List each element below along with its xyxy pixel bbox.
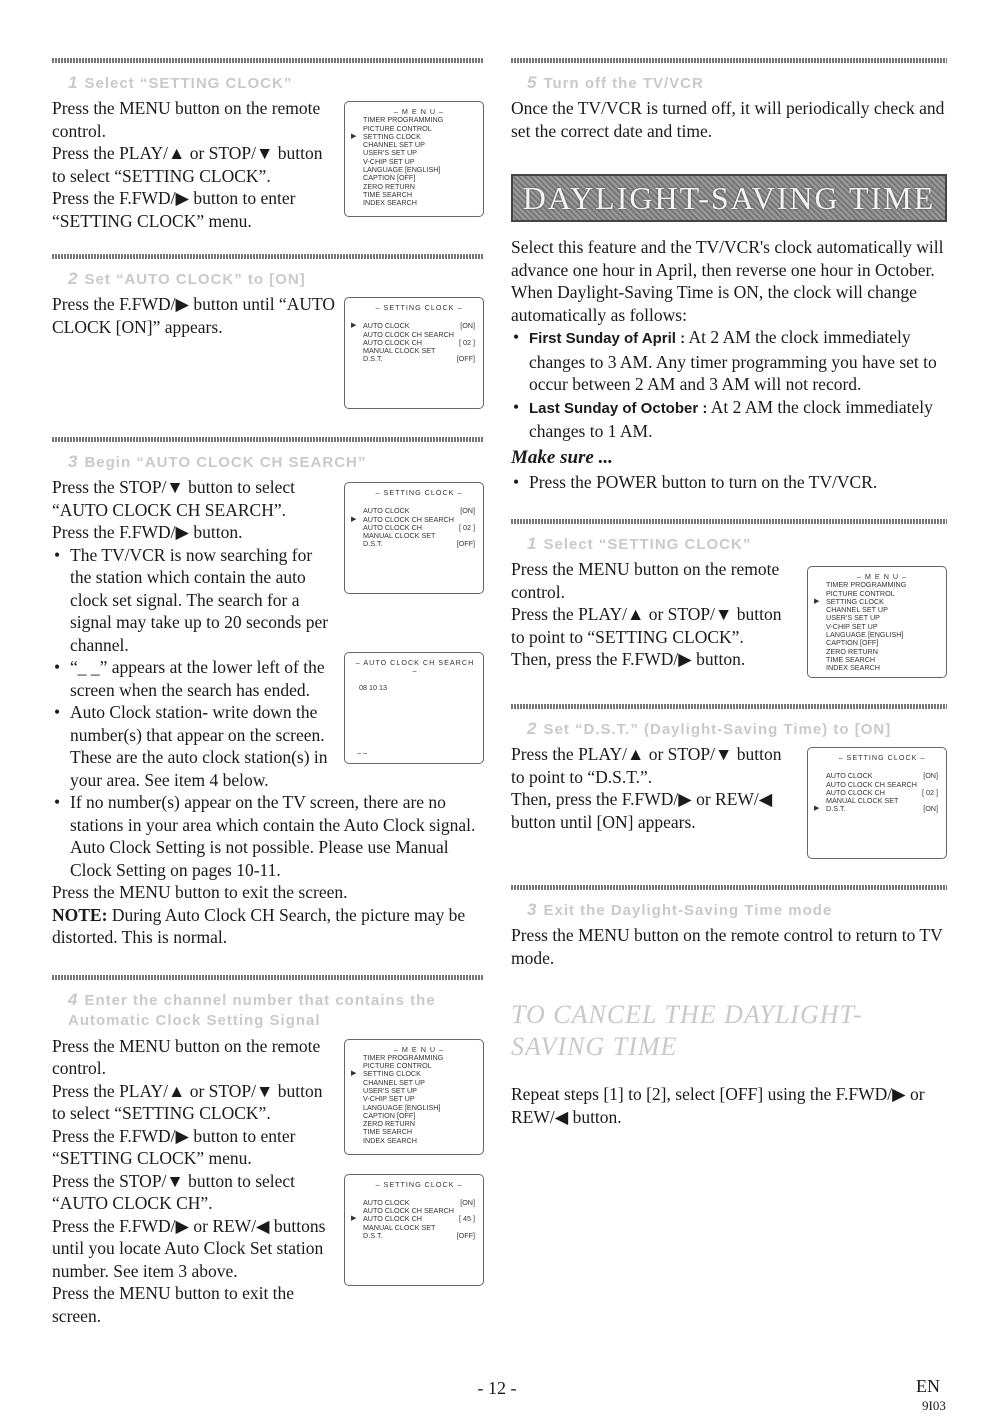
- menu-item: AUTO CLOCK CH SEARCH: [363, 1206, 454, 1216]
- bullet-item: • “_ _” appears at the lower left of the screen when the search has ended.: [52, 656, 484, 701]
- menu-item: AUTO CLOCK CH SEARCH: [363, 329, 454, 339]
- menu-item: LANGUAGE [ENGLISH]: [363, 165, 441, 175]
- menu-header: – SETTING CLOCK –: [375, 303, 463, 312]
- menu-item: INDEX SEARCH: [363, 1135, 417, 1145]
- menu-item: MANUAL CLOCK SET: [826, 796, 899, 806]
- menu-header: – M E N U –: [856, 572, 908, 581]
- intro-text: When Daylight-Saving Time is ON, the clock will change automatically as follows:: [511, 282, 917, 325]
- bullet-item: [511, 396, 947, 443]
- menu-item: ZERO RETURN: [363, 1119, 415, 1129]
- menu-value: [ 02 ]: [459, 337, 475, 347]
- menu-value: [ON]: [460, 1197, 475, 1207]
- menu-item: ZERO RETURN: [363, 181, 415, 191]
- menu-item: SETTING CLOCK: [363, 1069, 421, 1079]
- note: [52, 904, 484, 949]
- menu-item: D.S.T.: [363, 1230, 383, 1240]
- instruction-text: Press the MENU button to exit the screen.: [52, 882, 348, 902]
- step-number: 2: [68, 269, 79, 288]
- menu-value: [ON]: [923, 804, 938, 814]
- right-column: [511, 58, 947, 1128]
- menu-header: – M E N U –: [393, 1044, 445, 1054]
- instruction-text: Then, press the F.FWD/▶ button.: [511, 649, 746, 669]
- menu-item: CAPTION [OFF]: [826, 638, 879, 648]
- bullet-label: Last Sunday of October :: [529, 399, 708, 417]
- menu-item: MANUAL CLOCK SET: [363, 346, 436, 356]
- menu-item: TIME SEARCH: [363, 1127, 413, 1137]
- divider: [511, 519, 947, 524]
- menu-item: PICTURE CONTROL: [826, 588, 895, 598]
- menu-header: – M E N U –: [393, 107, 445, 116]
- note-label: NOTE:: [52, 904, 108, 925]
- menu-screen: [344, 101, 484, 217]
- menu-item: SETTING CLOCK: [363, 131, 421, 141]
- menu-item: LANGUAGE [ENGLISH]: [363, 1102, 441, 1112]
- menu-item: AUTO CLOCK CH: [363, 522, 422, 532]
- left-column: [52, 58, 484, 1327]
- menu-item: D.S.T.: [363, 354, 383, 364]
- step-title-text: Set “AUTO CLOCK” to [ON]: [84, 271, 306, 288]
- instruction-text: Press the F.FWD/▶ button until “AUTO CLOCK [ON]” appears.: [52, 294, 335, 337]
- instruction-text: Press the MENU button on the remote control.: [52, 1035, 321, 1078]
- menu-value: [ 02 ]: [922, 787, 938, 797]
- menu-item: CHANNEL SET UP: [363, 1077, 425, 1087]
- dst-step-1-section: [511, 519, 947, 684]
- instruction-text: Press the MENU button on the remote control.: [511, 559, 780, 602]
- cursor-icon: ▶: [814, 805, 820, 813]
- bullet-item: • Auto Clock station- write down the number(s) that appear on the screen. These are the auto clock station(s) in your area. See item 4 below.: [52, 701, 484, 791]
- step-title-text: Turn off the TV/VCR: [543, 75, 704, 92]
- step-5-section: [511, 58, 947, 142]
- page-number: - 12 -: [477, 1378, 517, 1398]
- menu-item: INDEX SEARCH: [363, 198, 417, 208]
- instruction-text: Press the MENU button on the remote control.: [52, 98, 321, 141]
- menu-item: CAPTION [OFF]: [363, 1110, 416, 1120]
- step-title: [527, 73, 947, 93]
- step-title: [68, 452, 484, 472]
- instruction-text: Press the MENU button on the remote control to return to TV mode.: [511, 925, 943, 968]
- menu-item: LANGUAGE [ENGLISH]: [826, 630, 904, 640]
- instruction-text: Press the F.FWD/▶ button to enter “SETTING CLOCK” menu.: [52, 188, 296, 231]
- menu-screen: [344, 1039, 484, 1155]
- menu-item: AUTO CLOCK CH SEARCH: [363, 514, 454, 524]
- step-title-text: Enter the channel number that contains the Automatic Clock Setting Signal: [68, 991, 436, 1029]
- bullet-label: First Sunday of April :: [529, 330, 686, 347]
- instruction-text: Press the STOP/▼ button to select “AUTO CLOCK CH”.: [52, 1170, 296, 1213]
- menu-item: TIMER PROGRAMMING: [363, 1052, 444, 1062]
- step-title: [68, 269, 484, 289]
- dst-step-2-section: [511, 704, 947, 865]
- make-sure-list: [511, 471, 947, 494]
- menu-item: AUTO CLOCK CH: [363, 337, 422, 347]
- step-number: 1: [68, 73, 79, 92]
- cursor-icon: ▶: [351, 1070, 357, 1078]
- menu-value: [OFF]: [456, 539, 475, 549]
- step-1-section: [52, 58, 484, 232]
- menu-item: MANUAL CLOCK SET: [363, 1222, 436, 1232]
- menu-value: [ON]: [460, 506, 475, 516]
- step-title-text: Select “SETTING CLOCK”: [543, 536, 752, 553]
- step-title: [527, 900, 947, 920]
- menu-value: [ 45 ]: [459, 1214, 475, 1224]
- bullet-list: [52, 544, 484, 882]
- menu-item: AUTO CLOCK: [363, 1197, 410, 1207]
- cursor-icon: ▶: [351, 515, 357, 523]
- step-title: [68, 73, 484, 93]
- menu-header: – SETTING CLOCK –: [375, 1179, 463, 1189]
- menu-item: ZERO RETURN: [826, 646, 878, 656]
- bullet-item: • Press the POWER button to turn on the TV/VCR.: [511, 471, 947, 494]
- intro-text: Select this feature and the TV/VCR's clock automatically will advance one hour in April, then reverse one hour in October.: [511, 237, 944, 280]
- divider: [52, 975, 484, 980]
- step-title: [68, 990, 484, 1031]
- found-channels: 08 10 13: [359, 682, 387, 692]
- instruction-text: Press the F.FWD/▶ button to enter “SETTING CLOCK” menu.: [52, 1125, 296, 1168]
- menu-value: [ON]: [460, 321, 475, 331]
- menu-header: – SETTING CLOCK –: [375, 488, 463, 497]
- search-end-marker: – –: [357, 747, 367, 757]
- step-3-section: [52, 437, 484, 949]
- instruction-text: Press the F.FWD/▶ or REW/◀ buttons until you locate Auto Clock Set station number. See item 3 above.: [52, 1215, 326, 1281]
- step-4-section: [52, 975, 484, 1328]
- menu-item: TIME SEARCH: [363, 189, 413, 199]
- menu-item: INDEX SEARCH: [826, 663, 880, 673]
- menu-item: V-CHIP SET UP: [826, 621, 878, 631]
- bullet-item: • The TV/VCR is now searching for the station which contain the auto clock set signal. The search for a signal may take up to 20 seconds per channel.: [52, 544, 484, 657]
- divider: [511, 885, 947, 890]
- dst-bullets: [511, 326, 947, 443]
- menu-value: [ 02 ]: [459, 522, 475, 532]
- document-code: 9I03: [922, 1398, 946, 1413]
- divider: [511, 58, 947, 63]
- menu-item: SETTING CLOCK: [826, 596, 884, 606]
- setting-clock-screen: [344, 297, 484, 409]
- instruction-text: Once the TV/VCR is turned off, it will periodically check and set the correct date and time.: [511, 98, 945, 141]
- menu-item: AUTO CLOCK: [826, 771, 873, 781]
- menu-item: MANUAL CLOCK SET: [363, 531, 436, 541]
- step-title-text: Select “SETTING CLOCK”: [84, 75, 293, 92]
- menu-item: D.S.T.: [826, 804, 846, 814]
- menu-item: TIMER PROGRAMMING: [826, 580, 907, 590]
- bullet-item: • If no number(s) appear on the TV screen, there are no stations in your area which contain the Auto Clock signal. Auto Clock Setting is not possible. Please use Manual Clock Setting on pages 10-11.: [52, 791, 484, 881]
- menu-value: [OFF]: [456, 354, 475, 364]
- menu-item: TIMER PROGRAMMING: [363, 115, 444, 125]
- divider: [52, 254, 484, 259]
- menu-item: PICTURE CONTROL: [363, 1061, 432, 1071]
- instruction-text: Then, press the F.FWD/▶ or REW/◀ button until [ON] appears.: [511, 789, 773, 832]
- menu-item: AUTO CLOCK: [363, 321, 410, 331]
- step-title-text: Set “D.S.T.” (Daylight-Saving Time) to [ON]: [543, 721, 892, 738]
- bullet-text: At 2 AM the clock immediately changes to 3 AM. Any timer programming you have set to occur between 2 AM and 3 AM will not record.: [529, 327, 937, 394]
- menu-item: USER'S SET UP: [363, 148, 417, 158]
- menu-item: AUTO CLOCK CH: [826, 787, 885, 797]
- step-title-text: Begin “AUTO CLOCK CH SEARCH”: [84, 454, 367, 471]
- section-banner: DAYLIGHT-SAVING TIME: [511, 174, 947, 222]
- bullet-text: At 2 AM the clock immediately changes to 1 AM.: [529, 396, 933, 441]
- step-title-text: Exit the Daylight-Saving Time mode: [543, 902, 833, 919]
- menu-item: CHANNEL SET UP: [826, 605, 888, 615]
- cancel-text: Repeat steps [1] to [2], select [OFF] using the F.FWD/▶ or REW/◀ button.: [511, 1084, 925, 1127]
- step-number: 5: [527, 73, 538, 92]
- instruction-text: Press the PLAY/▲ or STOP/▼ button to point to “D.S.T.”.: [511, 744, 782, 787]
- cursor-icon: ▶: [351, 132, 357, 140]
- menu-header: – SETTING CLOCK –: [838, 753, 926, 762]
- menu-item: USER'S SET UP: [363, 1085, 417, 1095]
- divider: [52, 437, 484, 442]
- menu-screen: [807, 566, 947, 678]
- make-sure-heading: Make sure ...: [511, 446, 613, 468]
- menu-item: USER'S SET UP: [826, 613, 880, 623]
- note-text: During Auto Clock CH Search, the picture may be distorted. This is normal.: [52, 904, 466, 947]
- cursor-icon: ▶: [351, 322, 357, 330]
- divider: [52, 58, 484, 63]
- step-number: 2: [527, 719, 538, 738]
- menu-item: PICTURE CONTROL: [363, 123, 432, 133]
- instruction-text: Press the PLAY/▲ or STOP/▼ button to point to “SETTING CLOCK”.: [511, 604, 782, 647]
- menu-item: AUTO CLOCK CH: [363, 1214, 422, 1224]
- menu-value: [ON]: [923, 771, 938, 781]
- menu-item: AUTO CLOCK: [363, 506, 410, 516]
- instruction-text: Press the STOP/▼ button to select “AUTO CLOCK CH SEARCH”.: [52, 477, 296, 520]
- cursor-icon: ▶: [351, 1215, 357, 1223]
- step-2-section: [52, 254, 484, 415]
- divider: [511, 704, 947, 709]
- menu-item: V-CHIP SET UP: [363, 1094, 415, 1104]
- step-number: 3: [527, 900, 538, 919]
- language-code: EN: [916, 1376, 940, 1396]
- menu-item: V-CHIP SET UP: [363, 156, 415, 166]
- setting-clock-screen: [344, 1174, 484, 1286]
- instruction-text: Press the F.FWD/▶ button.: [52, 522, 243, 542]
- step-title: [527, 534, 947, 554]
- cancel-heading: TO CANCEL THE DAYLIGHT-SAVING TIME: [511, 1000, 863, 1061]
- menu-value: [OFF]: [456, 1230, 475, 1240]
- menu-header: – AUTO CLOCK CH SEARCH –: [355, 658, 475, 676]
- instruction-text: Press the PLAY/▲ or STOP/▼ button to select “SETTING CLOCK”.: [52, 1080, 323, 1123]
- menu-item: CAPTION [OFF]: [363, 173, 416, 183]
- cursor-icon: ▶: [814, 597, 820, 605]
- instruction-text: Press the PLAY/▲ or STOP/▼ button to select “SETTING CLOCK”.: [52, 143, 323, 186]
- setting-clock-screen: [807, 747, 947, 859]
- dst-step-3-section: [511, 885, 947, 969]
- menu-item: D.S.T.: [363, 539, 383, 549]
- instruction-text: Press the MENU button to exit the screen.: [52, 1283, 295, 1326]
- step-number: 3: [68, 452, 79, 471]
- step-number: 4: [68, 989, 79, 1009]
- menu-item: AUTO CLOCK CH SEARCH: [826, 779, 917, 789]
- bullet-item: [511, 326, 947, 396]
- menu-item: CHANNEL SET UP: [363, 140, 425, 150]
- step-title: [527, 719, 947, 739]
- menu-item: TIME SEARCH: [826, 654, 876, 664]
- step-number: 1: [527, 534, 538, 553]
